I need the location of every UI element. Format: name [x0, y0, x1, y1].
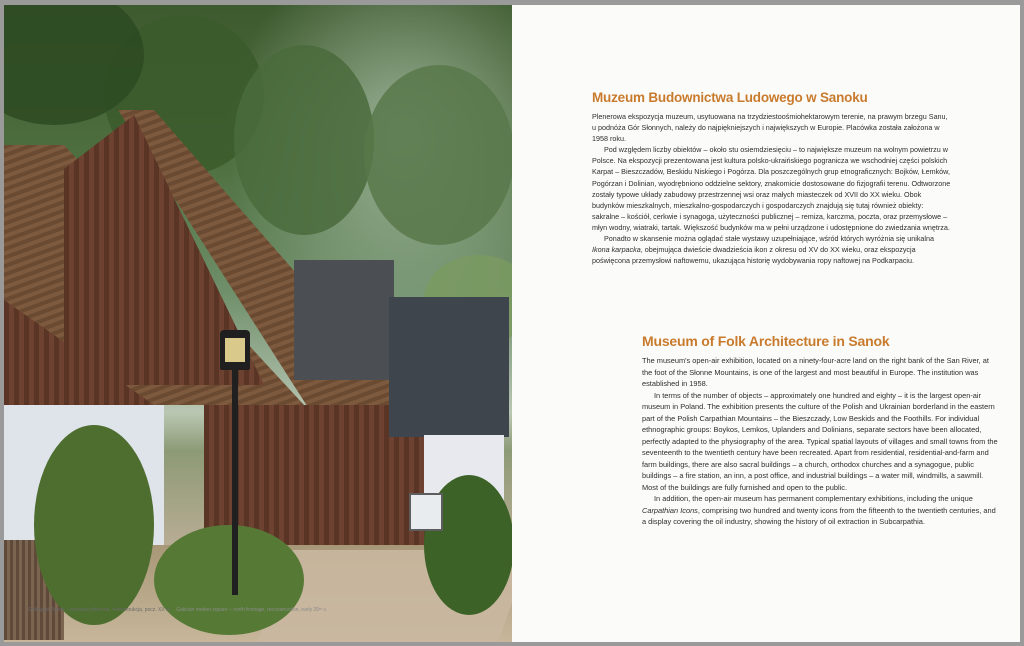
tree-canopy: [234, 45, 374, 235]
english-p3-start: In addition, the open-air museum has permanent complementary exhibitions, including the unique: [654, 494, 973, 503]
caption-polish: Galicyjski Rynek – pierzeja północna, rekonstrukcja, pocz. XX w.: [28, 607, 171, 613]
english-section: [642, 333, 998, 528]
text-page: [512, 5, 1020, 642]
polish-paragraph-1: Plenerowa ekspozycja muzeum, usytuowana na trzydziestoośmiohektarowym terenie, na prawym brzegu Sanu, u podnóża Gór Słonnych, należy do najpiękniejszych i największych w Europie. Placówka została założona w 1958 roku.: [592, 112, 948, 144]
shrub: [154, 525, 304, 635]
english-p3-end: , comprising two hundred and twenty icons from the fifteenth to the twentieth centuries, and a display covering the oil industry, showing the history of oil extraction in Subcarpathia.: [642, 505, 996, 526]
english-paragraph-1: The museum's open-air exhibition, located on a ninety-four-acre land on the right bank of the San River, at the foot of the Słonne Mountains, is one of the largest and most beautiful in Europe. The institution was established in 1958.: [642, 356, 989, 388]
english-paragraph-3: [642, 493, 998, 528]
photo-caption: [28, 607, 327, 613]
polish-paragraph-2: Pod względem liczby obiektów – około stu osiemdziesięciu – to największe muzeum na wolnym powietrzu w Polsce. Na ekspozycji prezentowana jest kultura polsko-ukraińskiego pogranicza we wschodniej części polskich Karpat – Bieszczadów, Beskidu Niskiego i Pogórza. Dla poszczególnych grup etnograficznych: Bojków, Łemków, Pogórzan i Dolinian, wyodrębniono oddzielne sektory, znakomicie dostosowane do fizjografii terenu. Odtworzone zostały typowe układy zabudowy przestrzennej wsi oraz małych miasteczek od XVII do XX wieku. Obok budynków mieszkalnych, mieszkalno-gospodarczych i gospodarczych znajdują się tutaj również obiekty: sakralne – kościół, cerkwie i synagoga, użyteczności publicznej – remiza, karczma, poczta, oraz przemysłowe – młyn wodny, wiatraki, tartak. Większość budynków ma w pełni urządzone i udostępnione do zwiedzania wnętrza.: [592, 145, 951, 232]
english-paragraph-2: In terms of the number of objects – approximately one hundred and eighty – it is the largest open-air museum in Poland. The exhibition presents the culture of the Polish and Ukrainian borderland in the eastern part of the Polish Carpathian Mountains – the Bieszczady, Low Beskids and the Foothills. For individual ethnographic groups: Boykos, Lemkos, Uplanders and Dolinians, separate sectors have been allocated, perfectly adapted to the physiography of the area. Typical spatial layouts of villages and small towns from the seventeenth to the twentieth century have been recreated. Apart from residential, residential-and-farm and farm buildings, there are also sacral buildings – a church, orthodox churches and a synagogue, public buildings – a fire station, an inn, a post office, and industrial buildings – a water mill, windmills, a sawmill. Most of the buildings are fully furnished and open to the public.: [642, 390, 998, 492]
polish-p3-end: , obejmująca dwieście dwadzieścia ikon z okresu od XV do XX wieku, oraz ekspozycja poświęcona przemysłowi naftowemu, ukazująca historię wydobywania ropy naftowej na Podkarpaciu.: [592, 245, 916, 266]
polish-p3-start: Ponadto w skansenie można oglądać stałe wystawy uzupełniające, wśród których wyróżnia się unikalna: [604, 234, 935, 244]
polish-p3-italic: Ikona karpacka: [592, 245, 641, 255]
street-lamp-post: [232, 365, 238, 595]
roof-back-house: [294, 260, 394, 380]
tree-canopy: [364, 65, 512, 245]
photograph-wooden-houses: [4, 5, 512, 642]
roof-far-house: [389, 297, 509, 437]
shrub: [34, 425, 154, 625]
polish-heading: Muzeum Budownictwa Ludowego w Sanoku: [592, 90, 868, 105]
english-p3-italic: Carpathian Icons: [642, 505, 698, 515]
caption-english: Galician market square – north frontage, reconstruction, early 20ᵗʰ c.: [176, 607, 328, 613]
information-board: [409, 493, 443, 531]
lamp-glass: [225, 338, 245, 362]
polish-section: [592, 90, 952, 266]
polish-paragraph-3: [592, 233, 952, 266]
english-heading: Museum of Folk Architecture in Sanok: [642, 333, 890, 349]
